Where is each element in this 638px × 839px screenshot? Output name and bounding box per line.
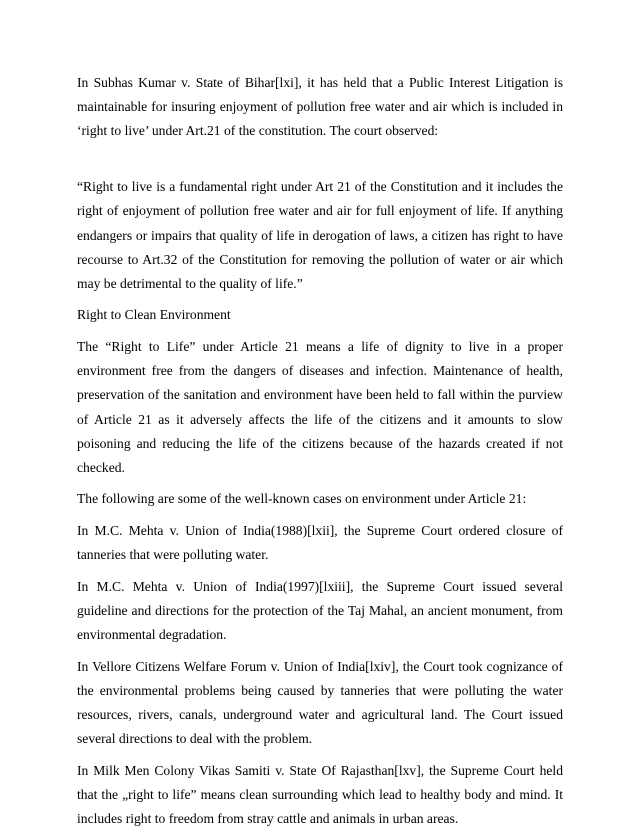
paragraph-subhas-kumar: In Subhas Kumar v. State of Bihar[lxi], it has held that a Public Interest Litigation is maintainable for insuring enjoyment of pollution free water and air which is included in ‘right to live’ under Art.21 of the constitution. The court observed: (77, 75, 563, 139)
paragraph-right-to-life: The “Right to Life” under Article 21 means a life of dignity to live in a proper environment free from the dangers of diseases and infection. Maintenance of health, preservation of the sanitation and environment have been held to fall within the purview of Article 21 as it adversely affects the life of the citizens and it amounts to slow poisoning and reducing the life of the citizens because of the hazards created if not checked. (77, 338, 563, 475)
section-heading-clean-environment: Right to Clean Environment (77, 307, 231, 323)
document-body (77, 71, 563, 839)
paragraph-mc-mehta-1988: In M.C. Mehta v. Union of India(1988)[lxii], the Supreme Court ordered closure of tanneries that were polluting water. (77, 522, 563, 563)
quote-right-to-live: “Right to live is a fundamental right under Art 21 of the Constitution and it includes the right of enjoyment of pollution free water and air for full enjoyment of life. If anything endangers or impairs that quality of life in derogation of laws, a citizen has right to have recourse to Art.32 of the Constitution for removing the pollution of water or air which may be detrimental to the quality of life.” (77, 179, 563, 291)
paragraph-cases-intro: The following are some of the well-known cases on environment under Article 21: (77, 491, 527, 507)
paragraph-mc-mehta-1997: In M.C. Mehta v. Union of India(1997)[lxiii], the Supreme Court issued several guideline and directions for the protection of the Taj Mahal, an ancient monument, from environmental degradation. (77, 578, 563, 643)
paragraph-milk-men-colony: In Milk Men Colony Vikas Samiti v. State Of Rajasthan[lxv], the Supreme Court held that the „right to life” means clean surrounding which lead to healthy body and mind. It includes right to freedom from stray cattle and animals in urban areas. (77, 762, 563, 827)
paragraph-vellore-citizens: In Vellore Citizens Welfare Forum v. Union of India[lxiv], the Court took cognizance of the environmental problems being caused by tanneries that were polluting the water resources, rivers, canals, underground water and agricultural land. The Court issued several directions to deal with the problem. (77, 658, 563, 747)
